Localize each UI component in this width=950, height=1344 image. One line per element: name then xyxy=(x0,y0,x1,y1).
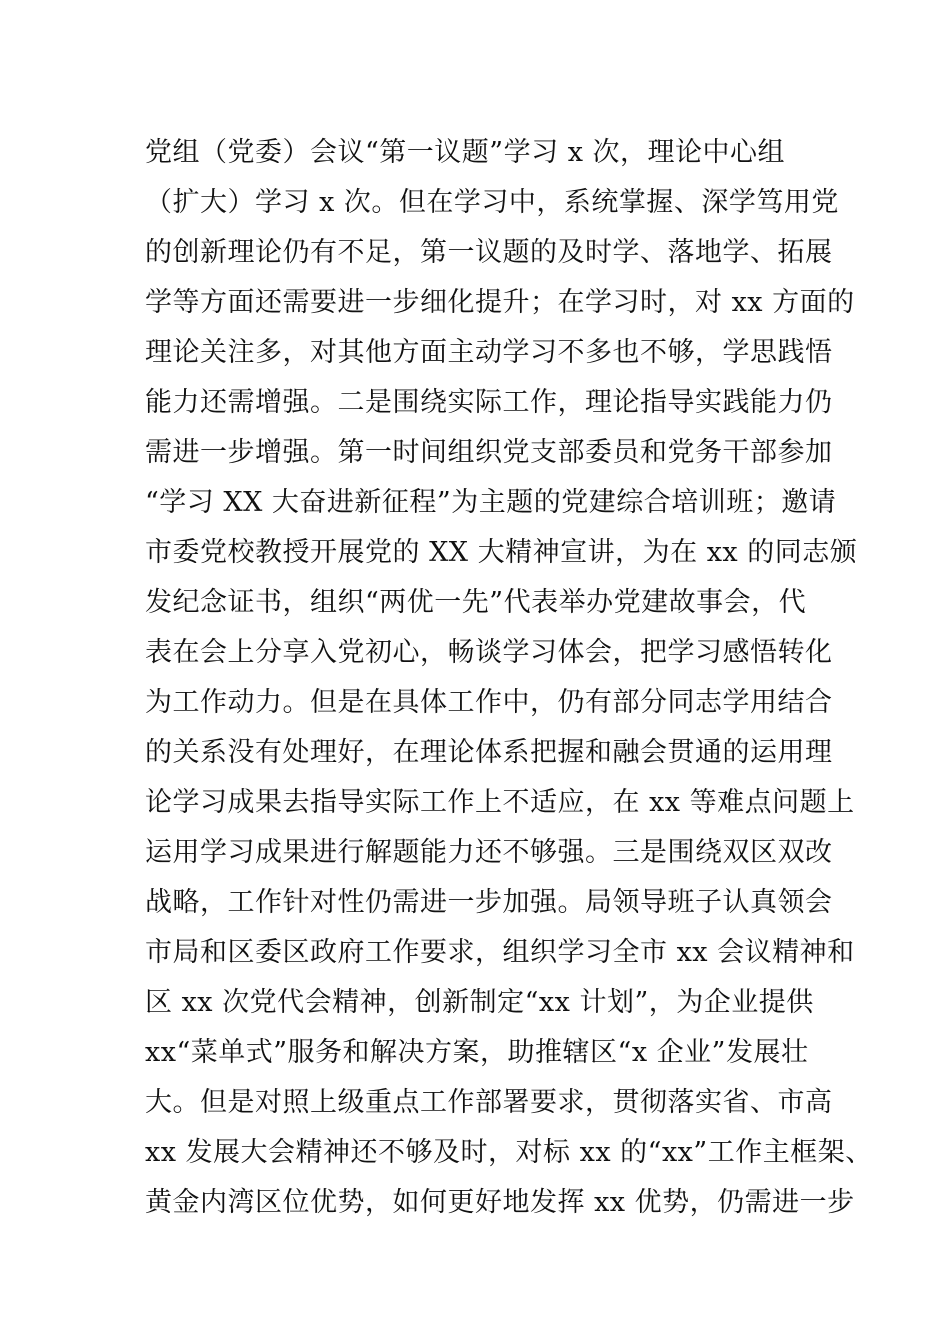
text-line-7: 需进一步增强。第一时间组织党支部委员和党务干部参加 xyxy=(145,437,833,468)
text-line-11: 表在会上分享入党初心，畅谈学习体会，把学习感悟转化 xyxy=(145,637,833,668)
text-line-20: 大。但是对照上级重点工作部署要求，贯彻落实省、市高 xyxy=(145,1087,833,1118)
text-line-14: 论学习成果去指导实际工作上不适应，在 xx 等难点问题上 xyxy=(145,787,855,818)
body-paragraph xyxy=(145,128,873,1228)
text-line-3: 的创新理论仍有不足，第一议题的及时学、落地学、拓展 xyxy=(145,237,833,268)
text-line-5: 理论关注多，对其他方面主动学习不多也不够，学思践悟 xyxy=(145,337,833,368)
text-line-18: 区 xx 次党代会精神，创新制定“xx 计划”，为企业提供 xyxy=(145,987,814,1018)
text-line-21: xx 发展大会精神还不够及时，对标 xx 的“xx”工作主框架、 xyxy=(145,1137,873,1168)
text-line-15: 运用学习成果进行解题能力还不够强。三是围绕双区双改 xyxy=(145,837,833,868)
text-line-12: 为工作动力。但是在具体工作中，仍有部分同志学用结合 xyxy=(145,687,833,718)
text-line-9: 市委党校教授开展党的 XX 大精神宣讲，为在 xx 的同志颁 xyxy=(145,537,858,568)
text-line-1: 党组（党委）会议“第一议题”学习 x 次，理论中心组 xyxy=(145,137,785,168)
text-line-19: xx“菜单式”服务和解决方案，助推辖区“x 企业”发展壮 xyxy=(145,1037,809,1068)
text-line-16: 战略，工作针对性仍需进一步加强。局领导班子认真领会 xyxy=(145,887,833,918)
text-line-10: 发纪念证书，组织“两优一先”代表举办党建故事会，代 xyxy=(145,587,807,618)
text-line-13: 的关系没有处理好，在理论体系把握和融会贯通的运用理 xyxy=(145,737,833,768)
text-line-4: 学等方面还需要进一步细化提升；在学习时，对 xx 方面的 xyxy=(145,287,855,318)
text-line-2: （扩大）学习 x 次。但在学习中，系统掌握、深学笃用党 xyxy=(145,187,839,218)
text-line-8: “学习 XX 大奋进新征程”为主题的党建综合培训班；邀请 xyxy=(145,487,837,518)
text-line-17: 市局和区委区政府工作要求，组织学习全市 xx 会议精神和 xyxy=(145,937,855,968)
text-line-22: 黄金内湾区位优势，如何更好地发挥 xx 优势，仍需进一步 xyxy=(145,1187,855,1218)
text-line-6: 能力还需增强。二是围绕实际工作，理论指导实践能力仍 xyxy=(145,387,833,418)
